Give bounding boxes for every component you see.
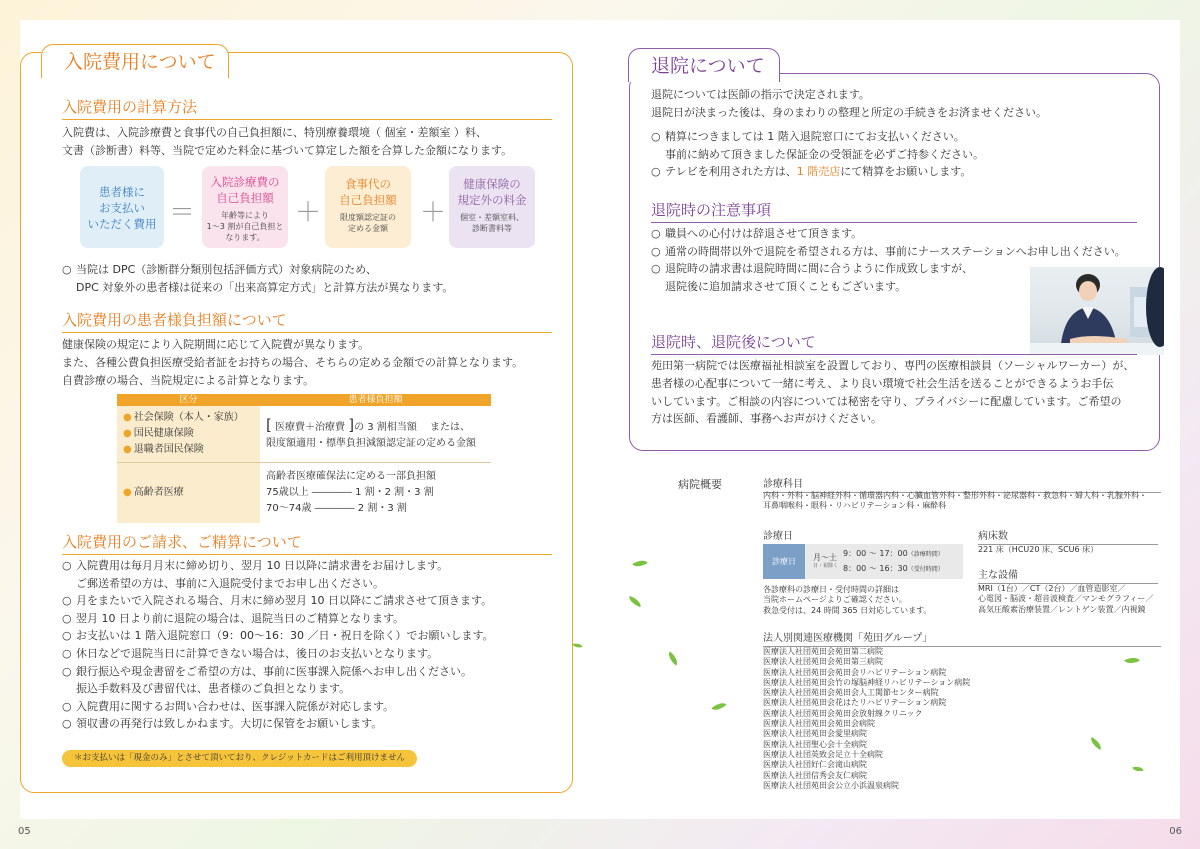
list-item: ○ 銀行振込や現金書留をご希望の方は、事前に医事課入院係へお申し出ください。 (62, 664, 472, 678)
calc-box-extra: 健康保険の 規定外の料金 個室・差額室料、 診断書料等 (449, 166, 535, 248)
calc-box-total: 患者様に お支払い いただく費用 (80, 166, 164, 248)
caution-list: ○ 職員への心付けは辞退させて頂きます。 ○ 通常の時間帯以外で退院を希望される方は、事前にナースステーションへお申し出ください。 ○ 退院時の請求書は退院時間に間に合うように作成致しますが、 退院後に追加請求させて頂くこともございます。 (651, 227, 1126, 293)
calc-method-heading: 入院費用の計算方法 (62, 96, 552, 120)
group-item: 医療法人社団聖心会十全病院 (763, 739, 867, 749)
group-item: 医療法人社団好仁会滝山病院 (763, 760, 867, 770)
beds-value: 221 床（HCU20 床、SCU6 床） (978, 545, 1099, 554)
list-item: ○ 入院費用に関するお問い合わせは、医事課入院係が対応します。 (62, 699, 395, 713)
group-heading: 法人別関連医療機関「苑田グループ」 (763, 629, 1161, 647)
dept-list: 内科・外科・脳神経外科・循環器内科・心臓血管外科・整形外科・泌尿器科・救急科・婦人科・乳腺外科・ 耳鼻咽喉科・眼科・リハビリテーション科・麻酔科 (763, 491, 1147, 511)
hours-label: 診療日 (763, 544, 805, 579)
burden-table (117, 394, 491, 523)
group-item: 医療法人社団苑田会公立小浜温泉病院 (763, 780, 899, 790)
days-notes: 各診療科の診療日・受付時間の詳細は 当院ホームページよりご確認ください。 救急受付は、24 時間 365 日対応しています。 (763, 585, 932, 615)
group-item: 医療法人社団苑田会花はたリハビリテーション病院 (763, 698, 947, 708)
beds-heading: 病床数 (978, 527, 1158, 545)
consult-hours: 9：00 ～ 17：00（診療時間） (843, 549, 944, 558)
group-item: 医療法人社団信秀会友仁病院 (763, 770, 867, 780)
days-main: 月～土 (813, 553, 837, 562)
group-item: 医療法人社団苑田会苑田会リハビリテーション病院 (763, 667, 947, 677)
equipment-list: MRI（1台）／CT（2台）／血管造影室／ 心電図・脳波・超音波検査／マンモグラフィー／ 高気圧酸素治療装置／レントゲン装置／内視鏡 (978, 584, 1154, 614)
list-item: ○ テレビを利用された方は、1 階売店にて精算をお願いします。 (651, 165, 972, 179)
reception-hours: 8：00 ～ 16：30（受付時間） (843, 564, 944, 573)
dpc-note: ○ 当院は DPC（診断群分類別包括評価方式）対象病院のため、 DPC 対象外の患者様は従来の「出来高算定方式」と計算方法が異なります。 (62, 263, 454, 294)
group-item: 医療法人社団英致会足立十全病院 (763, 749, 883, 759)
list-item: ○ 月をまたいで入院される場合、月末に締め翌月 10 日以降にご請求させて頂きます。 (62, 594, 493, 608)
page-number-left: 05 (18, 826, 31, 837)
group-item: 医療法人社団苑田会愛里病院 (763, 729, 867, 739)
dept-heading: 診療科目 (763, 475, 1161, 493)
days-heading: 診療日 (763, 527, 961, 545)
shop-highlight: 1 階売店 (796, 165, 841, 179)
group-list (763, 647, 970, 791)
table-head-amount: 患者様負担額 (260, 394, 491, 406)
list-item: ○ 退院時の請求書は退院時間に間に合うように作成致しますが、 (651, 262, 973, 276)
equals-sign: ＝ (169, 198, 196, 228)
caution-heading: 退院時の注意事項 (651, 199, 1137, 223)
calc-box-meal: 食事代の 自己負担額 限度額認定証の 定める金額 (325, 166, 411, 248)
after-discharge-heading: 退院時、退院後について (651, 331, 1137, 355)
group-item: 医療法人社団苑田会苑田会病院 (763, 719, 875, 729)
list-item: ○ 翌月 10 日より前に退院の場合は、退院当日のご精算となります。 (62, 611, 405, 625)
plus-sign-2: ＋ (420, 198, 447, 228)
billing-heading: 入院費用のご請求、ご精算について (62, 531, 552, 555)
cash-only-note: ＊お支払いは「現金のみ」とさせて頂いており、クレジットカードはご利用頂けません (62, 750, 417, 767)
overview-label: 病院概要 (678, 478, 722, 491)
group-item: 医療法人社団苑田会竹の塚脳神経リハビリテーション病院 (763, 677, 971, 687)
days-sub: 日・祝除く (813, 563, 839, 569)
calc-method-text: 入院費は、入院診療費と食事代の自己負担額に、特別療養環境（ 個室・差額室 ）料、 文書（診断書）料等、当院で定めた料金に基づいて算定した額を合算した金額になります。 (62, 126, 513, 157)
list-item: ○ お支払いは 1 階入退院窓口（9：00～16：30 ／日・祝日を除く）でお願いします。 (62, 629, 494, 643)
burden-heading: 入院費用の患者様負担額について (62, 309, 552, 333)
list-item: ○ 入院費用は毎月月末に締め切り、翌月 10 日以降に請求書をお届けします。 (62, 559, 449, 572)
admission-cost-title: 入院費用について (41, 44, 229, 78)
list-item: ○ 領収書の再発行は致しかねます。大切に保管をお願いします。 (62, 717, 383, 731)
plus-sign-1: ＋ (295, 198, 322, 228)
burden-text: 健康保険の規定により入院期間に応じて入院費が異なります。 また、各種公費負担医療受給者証をお持ちの場合、そちらの定める金額での計算となります。 自費診療の場合、当院規定による計算となります。 (62, 338, 524, 387)
list-item: ○ 精算につきましては 1 階入退院窓口にてお支払いください。 (651, 130, 965, 143)
group-item: 医療法人社団苑田会苑田会放射線クリニック (763, 708, 923, 718)
group-item: 医療法人社団苑田会苑田第三病院 (763, 657, 883, 667)
group-item: 医療法人社団苑田会苑田会人工関節センター病院 (763, 688, 939, 698)
discharge-list: ○ 精算につきましては 1 階入退院窓口にてお支払いください。 事前に納めて頂きました保証金の受領証を必ずご持参ください。 ○ テレビを利用された方は、1 階売店にて精算をお願いします。 (651, 128, 984, 181)
equipment-heading: 主な設備 (978, 566, 1158, 584)
page-number-right: 06 (1169, 826, 1182, 837)
list-item: ○ 休日などで退院当日に計算できない場合は、後日のお支払いとなります。 (62, 646, 439, 660)
group-item: 医療法人社団苑田会苑田第二病院 (763, 647, 883, 656)
after-discharge-text: 苑田第一病院では医療福祉相談室を設置しており、専門の医療相談員（ソーシャルワーカー）が、 患者様の心配事について一緒に考え、より良い環境で社会生活を送ることができるようお手伝 いしています。ご相談の内容については秘密を守り、プライバシーに配慮しています。ご希望の 方は医師、看護師、事務へお声がけください。 (651, 359, 1135, 426)
list-item: ○ 職員への心付けは辞退させて頂きます。 (651, 227, 863, 240)
discharge-title: 退院について (628, 48, 780, 82)
table-row: ● 高齢者医療 高齢者医療確保法に定める一部負担額 75歳以上 ―――― 1 割・2 割・3 割 70～74歳 ―――― 2 割・3 割 (117, 463, 491, 523)
table-head-category: 区分 (117, 394, 260, 406)
discharge-intro: 退院については医師の指示で決定されます。 退院日が決まった後は、身のまわりの整理と所定の手続きをお済ませください。 (651, 88, 1047, 119)
table-row: ● 社会保険（本人・家族） ● 国民健康保険 ● 退職者国民保険 [ 医療費＋治療費 ]の 3 割相当額 または、 限度額適用・標準負担減額認定証の定める金額 (117, 406, 491, 463)
calc-box-medical: 入院診療費の 自己負担額 年齢等により 1～3 割が自己負担と なります。 (202, 166, 288, 248)
billing-list: ○ 入院費用は毎月月末に締め切り、翌月 10 日以降に請求書をお届けします。 ご郵送希望の方は、事前に入退院受付までお申し出ください。 ○ 月をまたいで入院される場合、月末に締め翌月 10 日以降にご請求させて頂きます。 ○ 翌月 10 日より前に退院の場合は、退院当日のご精算となります。 ○ お支払いは 1 階入退院窓口（9：00～16：30 ／日・祝日を除く）でお願いします。 ○ 休日などで退院当日に計算できない場合は、後日のお支払いとなります。 ○ 銀行振込や現金書留をご希望の方は、事前に医事課入院係へお申し出ください。 振込手数料及び書留代は、患者様のご負担となります。 ○ 入院費用に関するお問い合わせは、医事課入院係が対応します。 ○ 領収書の再発行は致しかねます。大切に保管をお願いします。 (62, 557, 494, 733)
list-item: ○ 通常の時間帯以外で退院を希望される方は、事前にナースステーションへお申し出ください。 (651, 244, 1126, 258)
hours-panel (763, 544, 963, 579)
